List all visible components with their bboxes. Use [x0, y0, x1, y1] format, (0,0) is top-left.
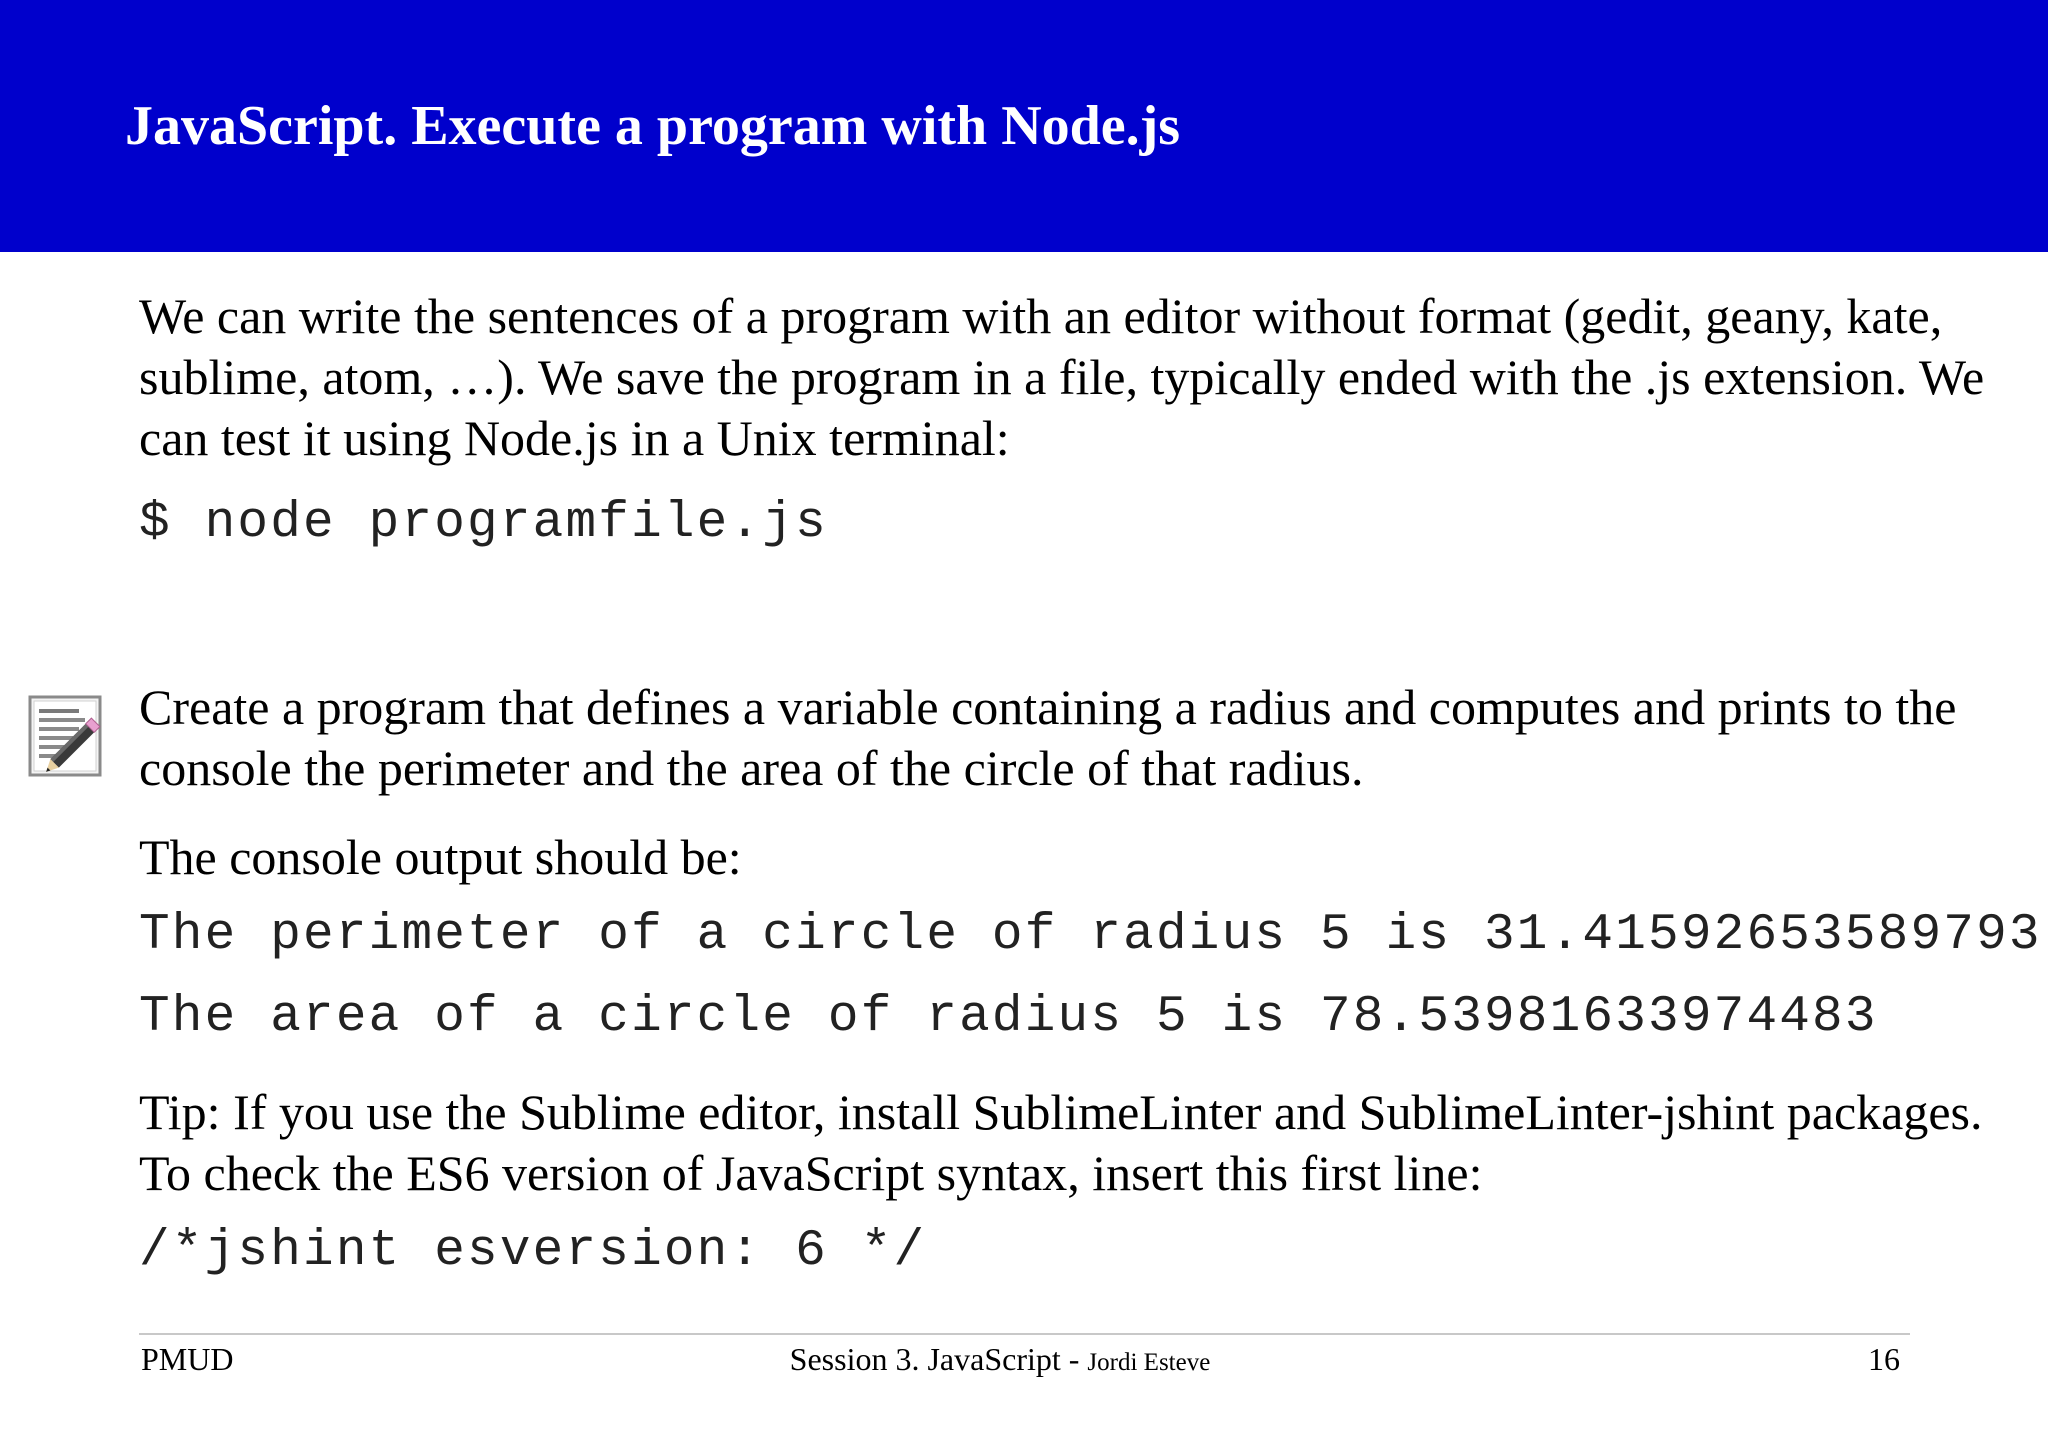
- output-line-perimeter: The perimeter of a circle of radius 5 is 31.41592653589793: [139, 907, 2042, 964]
- tip-paragraph: Tip: If you use the Sublime editor, install SublimeLinter and SublimeLinter-jshint packages. To check the ES6 version of JavaScript syntax, insert this first line:: [139, 1084, 1983, 1201]
- title-bar: [0, 0, 2048, 252]
- footer-session-title: Session 3. JavaScript -: [789, 1341, 1088, 1377]
- page-number: 16: [1868, 1341, 1900, 1377]
- notepad-pencil-icon: [27, 693, 109, 781]
- footer-author: Jordi Esteve: [1087, 1349, 1211, 1376]
- command-line: $ node programfile.js: [139, 495, 828, 552]
- exercise-paragraph: Create a program that defines a variable containing a radius and computes and prints to the console the perimeter and the area of the circle of that radius.: [139, 679, 1957, 796]
- jshint-line: /*jshint esversion: 6 */: [139, 1223, 927, 1280]
- footer-course: PMUD: [141, 1341, 234, 1377]
- slide-title: JavaScript. Execute a program with Node.js: [125, 95, 1181, 157]
- footer-divider: [139, 1333, 1910, 1335]
- output-line-area: The area of a circle of radius 5 is 78.53981633974483: [139, 989, 1878, 1046]
- output-intro: The console output should be:: [139, 829, 742, 885]
- footer-session: [0, 1338, 2000, 1384]
- intro-paragraph: We can write the sentences of a program with an editor without format (gedit, geany, kate, sublime, atom, …). We save the program in a file, typically ended with the .js extension. We can test it using Node.js in a Unix terminal:: [139, 288, 1985, 466]
